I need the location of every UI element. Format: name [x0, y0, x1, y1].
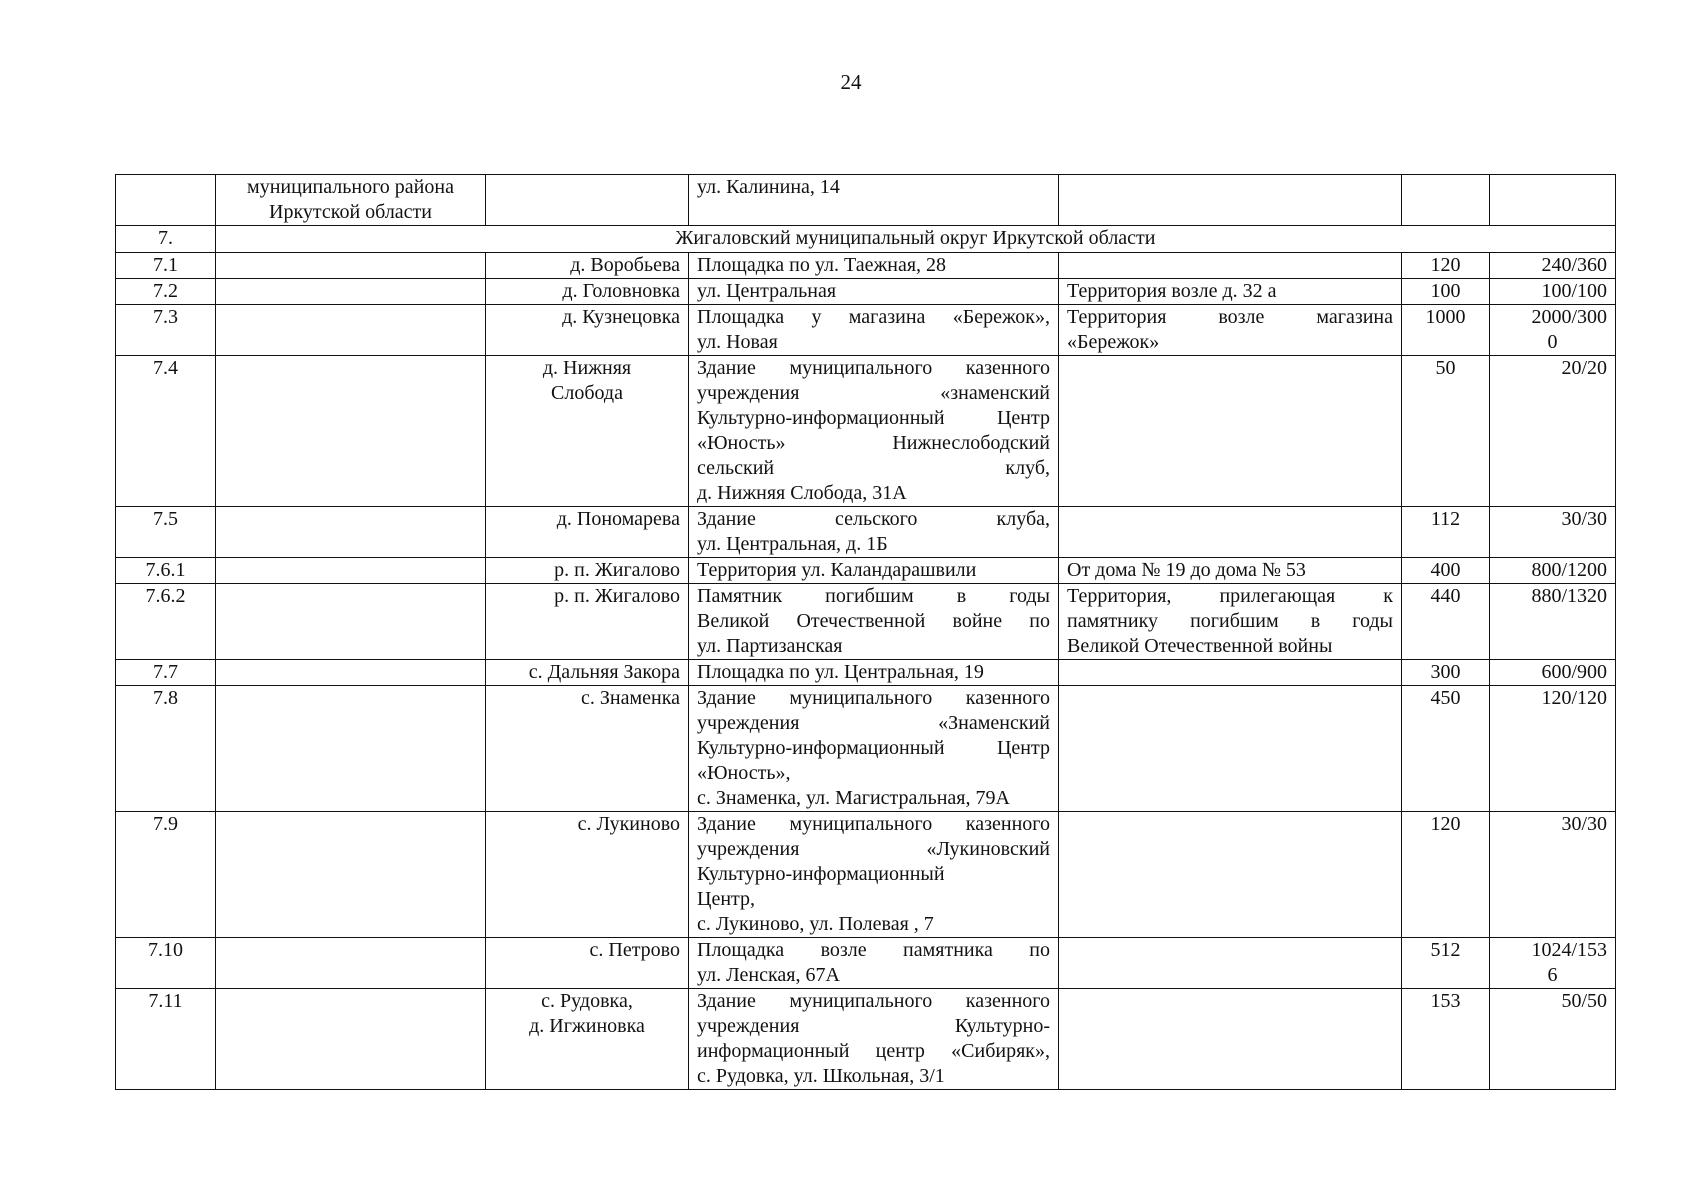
ratio-line: 800/1200: [1531, 559, 1607, 581]
cont-name-line: Иркутской области: [269, 201, 432, 223]
row-ratio: [1490, 356, 1616, 507]
row-territory: [1059, 305, 1402, 356]
row-number: 7.3: [116, 305, 216, 356]
section-row: [116, 226, 1616, 253]
row-ratio: [1490, 507, 1616, 558]
row-number: 7.6.1: [116, 558, 216, 584]
settlement-line: д. Воробьева: [570, 254, 680, 276]
table-row: [116, 584, 1616, 660]
address-line: учреждения «знаменский: [697, 382, 1050, 404]
row-address: [689, 558, 1059, 584]
row-settlement: [486, 660, 689, 686]
row-territory: [1059, 686, 1402, 812]
ratio-line: 50/50: [1561, 990, 1607, 1012]
row-settlement: [486, 279, 689, 305]
row-count: 300: [1402, 660, 1490, 686]
ratio-line: 120/120: [1541, 687, 1607, 709]
address-line: Центр,: [697, 888, 756, 910]
ratio-line: 600/900: [1541, 661, 1607, 683]
row-count: 112: [1402, 507, 1490, 558]
ratio-line: 2000/300: [1531, 306, 1607, 328]
territory-line: Великой Отечественной войны: [1067, 635, 1333, 657]
row-settlement: [486, 507, 689, 558]
row-name-cell: [216, 989, 486, 1090]
row-address: [689, 279, 1059, 305]
address-line: д. Нижняя Слобода, 31А: [697, 482, 907, 504]
row-count: 50: [1402, 356, 1490, 507]
row-settlement: [486, 305, 689, 356]
settlement-line: с. Знаменка: [580, 687, 680, 709]
settlement-line: д. Игжиновка: [529, 1015, 645, 1037]
territory-line: Территория возле д. 32 а: [1067, 280, 1277, 302]
row-number: 7.11: [116, 989, 216, 1090]
cont-place-cell: [486, 175, 689, 226]
address-line: с. Рудовка, ул. Школьная, 3/1: [697, 1065, 945, 1087]
row-ratio: [1490, 686, 1616, 812]
settlement-line: д. Головновка: [562, 280, 680, 302]
row-territory: [1059, 989, 1402, 1090]
table-row: [116, 660, 1616, 686]
ratio-line: 20/20: [1561, 357, 1607, 379]
row-ratio: [1490, 660, 1616, 686]
row-settlement: [486, 686, 689, 812]
row-ratio: [1490, 584, 1616, 660]
settlement-line: р. п. Жигалово: [554, 585, 680, 607]
table-row: [116, 938, 1616, 989]
row-count: 120: [1402, 253, 1490, 279]
ratio-line: 0: [1547, 331, 1558, 353]
address-line: информационный центр «Сибиряк»,: [697, 1040, 1050, 1062]
row-address: [689, 938, 1059, 989]
settlement-line: с. Рудовка,: [541, 990, 633, 1012]
row-number: 7.2: [116, 279, 216, 305]
address-line: ул. Новая: [697, 331, 778, 353]
address-line: Площадка по ул. Центральная, 19: [697, 661, 984, 683]
row-settlement: [486, 558, 689, 584]
ratio-line: 100/100: [1541, 280, 1607, 302]
row-number: 7.7: [116, 660, 216, 686]
settlement-line: с. Лукиново: [577, 813, 680, 835]
row-name-cell: [216, 686, 486, 812]
table-row: [116, 279, 1616, 305]
ratio-line: 240/360: [1541, 254, 1607, 276]
row-count: 512: [1402, 938, 1490, 989]
cont-name-line: муниципального района: [247, 176, 454, 198]
table-row: [116, 558, 1616, 584]
address-line: Великой Отечественной войне по: [697, 610, 1050, 632]
address-line: Здание муниципального казенного: [697, 813, 1050, 835]
ratio-line: 30/30: [1561, 813, 1607, 835]
row-count: 120: [1402, 812, 1490, 938]
address-line: Памятник погибшим в годы: [697, 585, 1050, 607]
address-line: Площадка по ул. Таежная, 28: [697, 254, 947, 276]
section-title: Жигаловский муниципальный округ Иркутской области: [216, 226, 1616, 253]
row-territory: [1059, 938, 1402, 989]
row-address: [689, 356, 1059, 507]
row-address: [689, 253, 1059, 279]
address-line: учреждения «Знаменский: [697, 712, 1050, 734]
address-line: Площадка у магазина «Бережок»,: [697, 306, 1050, 328]
ratio-line: 30/30: [1561, 508, 1607, 530]
row-number: 7.1: [116, 253, 216, 279]
address-line: Территория ул. Каландарашвили: [697, 559, 977, 581]
settlement-line: д. Пономарева: [556, 508, 680, 530]
address-line: «Юность» Нижнеслободский: [697, 432, 1050, 454]
row-ratio: [1490, 279, 1616, 305]
row-name-cell: [216, 660, 486, 686]
cont-ratio-cell: [1490, 175, 1616, 226]
territory-line: «Бережок»: [1067, 331, 1160, 353]
row-address: [689, 686, 1059, 812]
row-count: 100: [1402, 279, 1490, 305]
row-territory: [1059, 558, 1402, 584]
row-territory: [1059, 253, 1402, 279]
row-territory: [1059, 812, 1402, 938]
row-territory: [1059, 356, 1402, 507]
row-ratio: [1490, 989, 1616, 1090]
settlement-line: д. Кузнецовка: [562, 306, 680, 328]
page-number: 24: [840, 70, 862, 94]
address-line: ул. Партизанская: [697, 635, 843, 657]
row-territory: [1059, 279, 1402, 305]
row-name-cell: [216, 356, 486, 507]
table-row: [116, 253, 1616, 279]
row-settlement: [486, 938, 689, 989]
row-name-cell: [216, 253, 486, 279]
section-number: 7.: [116, 226, 216, 253]
table-row: [116, 812, 1616, 938]
address-line: учреждения «Лукиновский: [697, 838, 1050, 860]
row-address: [689, 507, 1059, 558]
row-name-cell: [216, 305, 486, 356]
territory-line: От дома № 19 до дома № 53: [1067, 559, 1306, 581]
row-address: [689, 305, 1059, 356]
address-line: с. Лукиново, ул. Полевая , 7: [697, 913, 934, 935]
address-line: «Юность»,: [697, 762, 791, 784]
row-settlement: [486, 812, 689, 938]
cont-address-cell: ул. Калинина, 14: [689, 175, 1059, 226]
row-settlement: [486, 253, 689, 279]
row-territory: [1059, 507, 1402, 558]
row-territory: [1059, 584, 1402, 660]
row-name-cell: [216, 507, 486, 558]
address-line: ул. Центральная: [697, 280, 837, 302]
row-ratio: [1490, 558, 1616, 584]
territory-line: памятнику погибшим в годы: [1067, 610, 1393, 632]
table-row: [116, 989, 1616, 1090]
settlement-line: р. п. Жигалово: [554, 559, 680, 581]
row-ratio: [1490, 253, 1616, 279]
venues-table: [115, 174, 1616, 1090]
row-ratio: [1490, 305, 1616, 356]
address-line: ул. Центральная, д. 1Б: [697, 533, 888, 555]
cont-name-cell: [216, 175, 486, 226]
ratio-line: 880/1320: [1531, 585, 1607, 607]
ratio-line: 6: [1547, 964, 1558, 986]
row-number: 7.10: [116, 938, 216, 989]
row-number: 7.8: [116, 686, 216, 812]
row-ratio: [1490, 938, 1616, 989]
row-number: 7.5: [116, 507, 216, 558]
row-ratio: [1490, 812, 1616, 938]
territory-line: Территория возле магазина: [1067, 306, 1393, 328]
row-name-cell: [216, 279, 486, 305]
table-row: [116, 356, 1616, 507]
continuation-row: [116, 175, 1616, 226]
row-address: [689, 989, 1059, 1090]
row-address: [689, 812, 1059, 938]
row-settlement: [486, 356, 689, 507]
ratio-line: 1024/153: [1531, 939, 1607, 961]
address-line: сельский клуб,: [697, 457, 1050, 479]
row-address: [689, 584, 1059, 660]
row-count: 153: [1402, 989, 1490, 1090]
cont-num-cell: [116, 175, 216, 226]
address-line: с. Знаменка, ул. Магистральная, 79А: [697, 787, 1010, 809]
address-line: учреждения Культурно-: [697, 1015, 1050, 1037]
address-line: Здание сельского клуба,: [697, 508, 1050, 530]
row-name-cell: [216, 938, 486, 989]
cont-territory-cell: [1059, 175, 1402, 226]
row-settlement: [486, 584, 689, 660]
settlement-line: Слобода: [551, 382, 623, 404]
row-number: 7.6.2: [116, 584, 216, 660]
table-row: [116, 305, 1616, 356]
row-count: 1000: [1402, 305, 1490, 356]
row-settlement: [486, 989, 689, 1090]
row-number: 7.4: [116, 356, 216, 507]
address-line: Культурно-информационный Центр: [697, 407, 1050, 429]
settlement-line: с. Петрово: [589, 939, 680, 961]
address-line: Здание муниципального казенного: [697, 990, 1050, 1012]
row-address: [689, 660, 1059, 686]
table-row: [116, 686, 1616, 812]
settlement-line: д. Нижняя: [542, 357, 632, 379]
cont-count-cell: [1402, 175, 1490, 226]
row-territory: [1059, 660, 1402, 686]
address-line: Здание муниципального казенного: [697, 687, 1050, 709]
table-row: [116, 507, 1616, 558]
address-line: Культурно-информационный Центр: [697, 737, 1050, 759]
row-name-cell: [216, 584, 486, 660]
row-name-cell: [216, 812, 486, 938]
row-count: 440: [1402, 584, 1490, 660]
row-name-cell: [216, 558, 486, 584]
territory-line: Территория, прилегающая к: [1067, 585, 1393, 607]
address-line: ул. Ленская, 67А: [697, 964, 840, 986]
address-line: Здание муниципального казенного: [697, 357, 1050, 379]
address-line: Площадка возле памятника по: [697, 939, 1050, 961]
address-line: Культурно-информационный: [697, 863, 945, 885]
row-count: 400: [1402, 558, 1490, 584]
settlement-line: с. Дальняя Закора: [528, 661, 680, 683]
row-count: 450: [1402, 686, 1490, 812]
row-number: 7.9: [116, 812, 216, 938]
